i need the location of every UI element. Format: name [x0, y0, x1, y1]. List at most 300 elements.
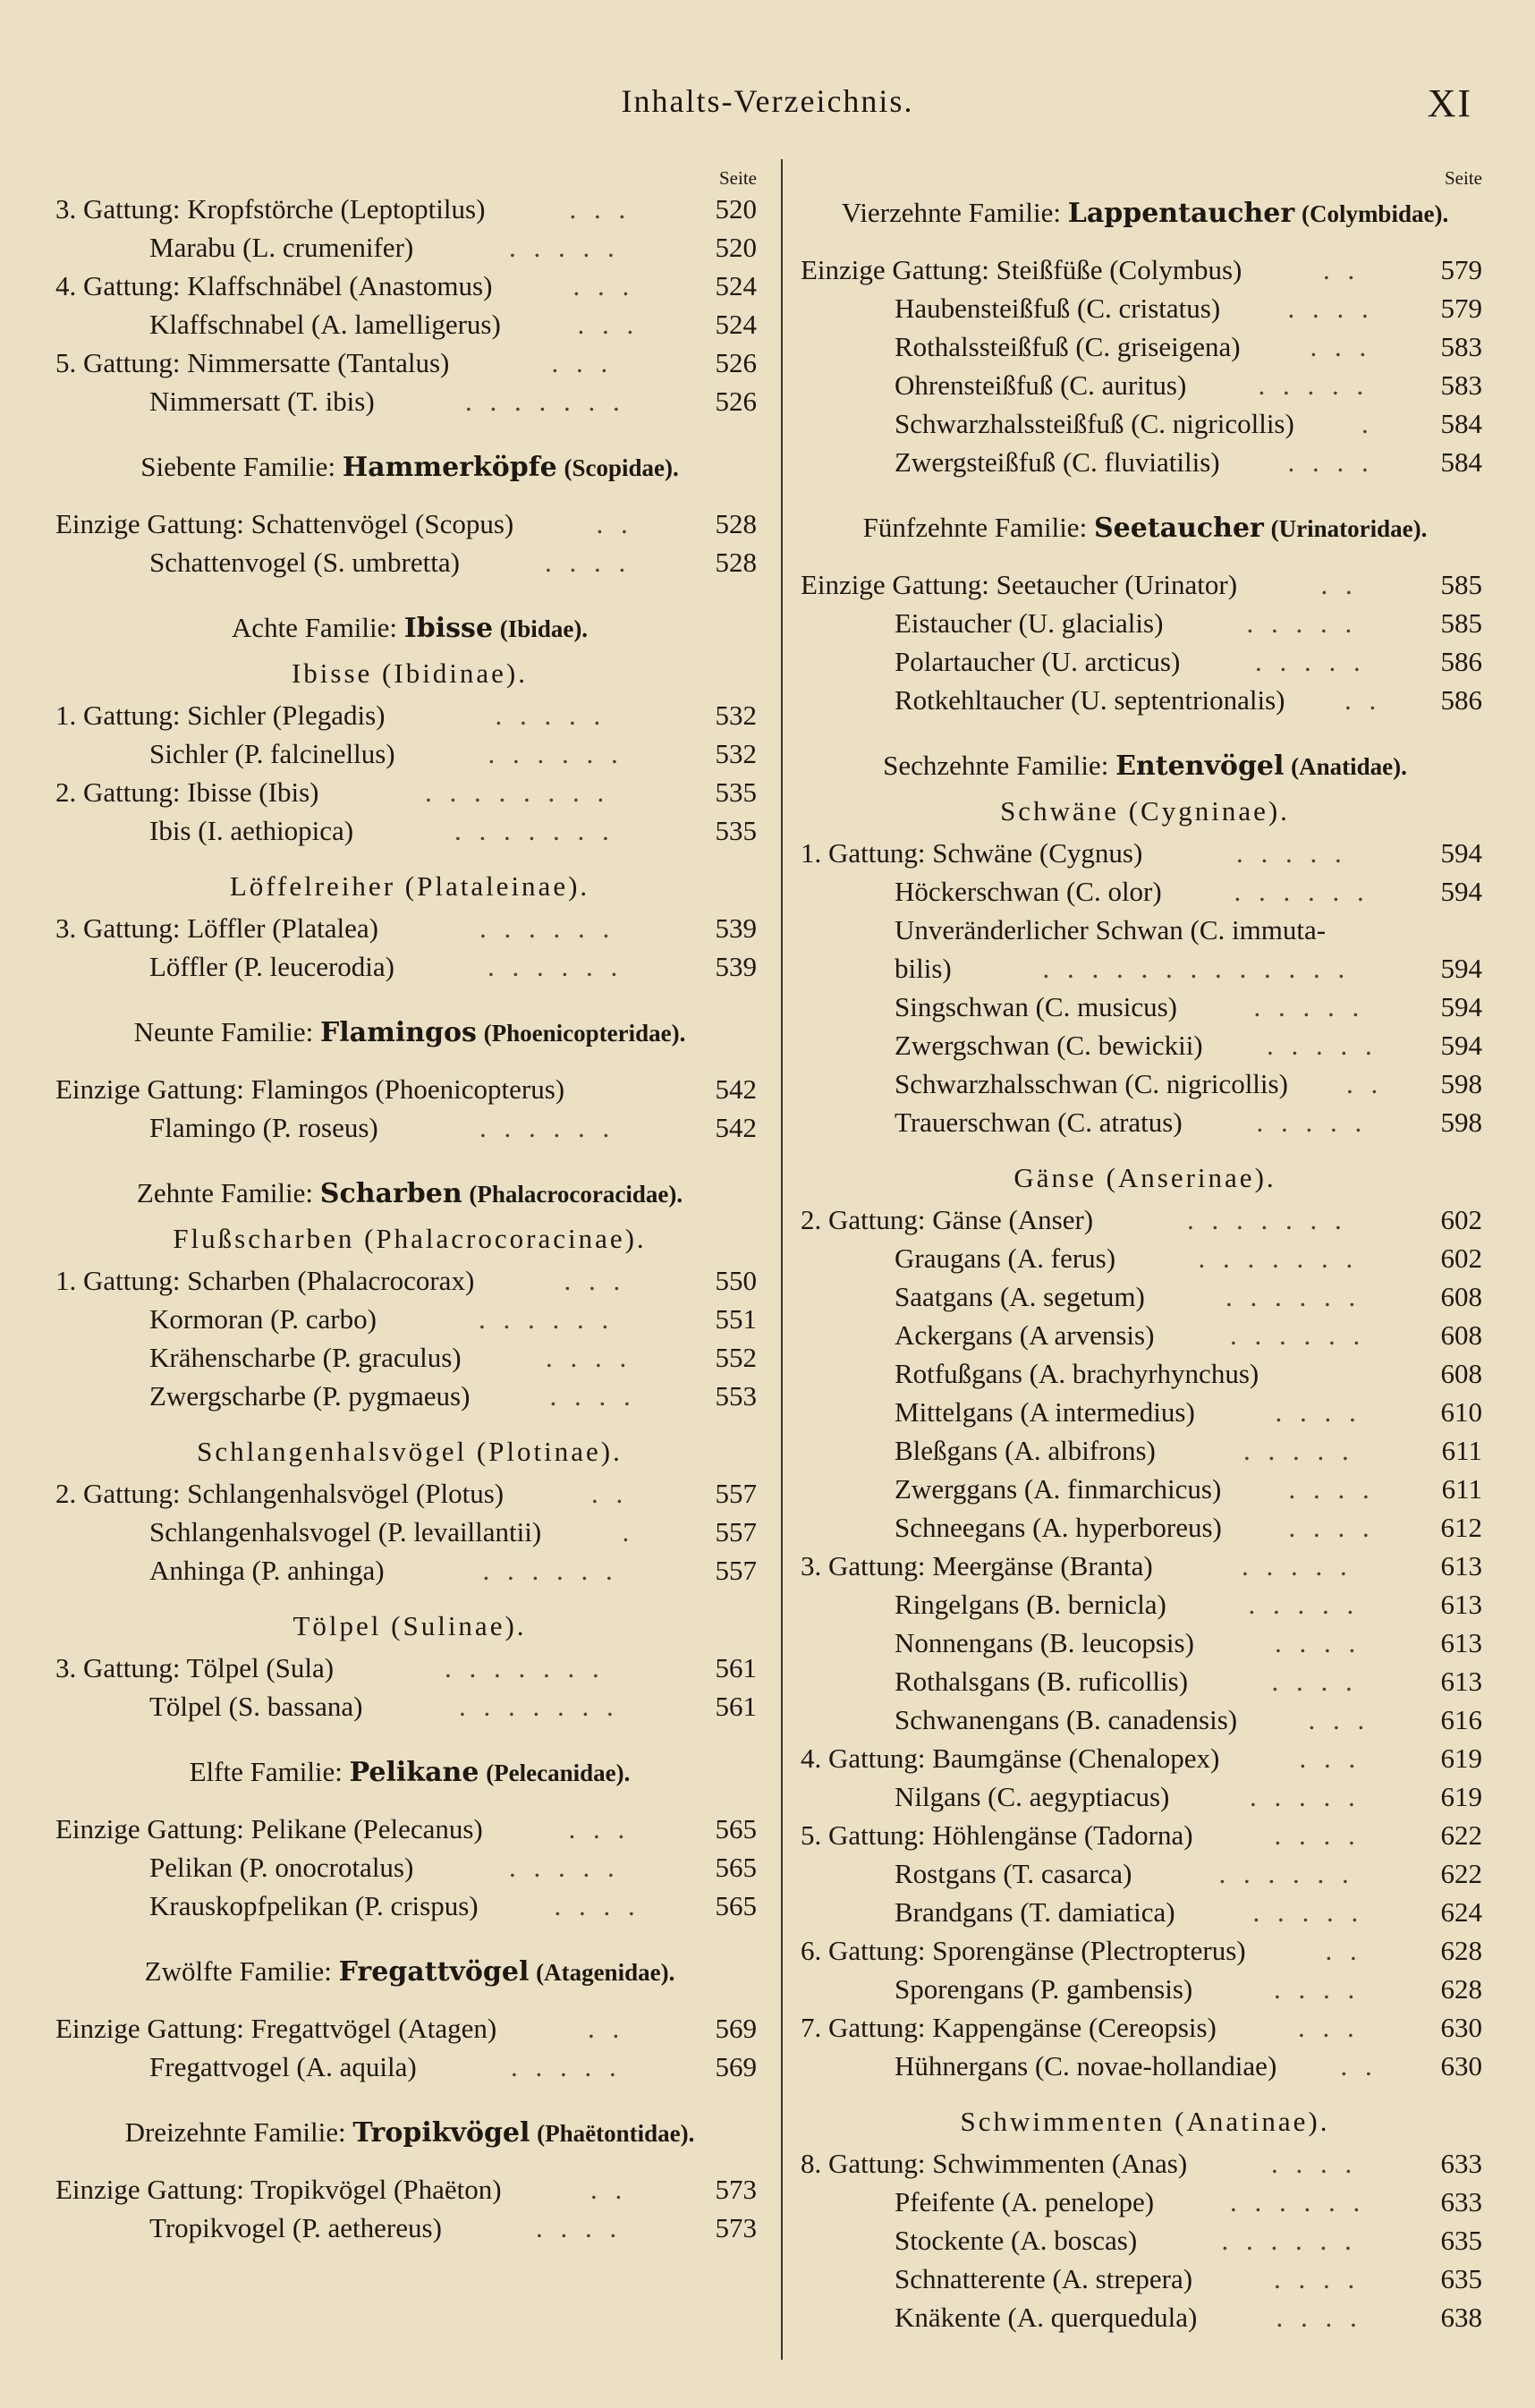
page-ref: 569	[715, 2013, 757, 2044]
species-entry	[801, 1624, 1489, 1662]
species-entry	[801, 2183, 1489, 2221]
page-ref: 619	[1440, 1742, 1482, 1774]
page-ref: 526	[715, 386, 757, 417]
species-entry	[801, 988, 1489, 1026]
leader-dots: . . . . .	[511, 2051, 622, 2082]
subfamily-heading: Schlangenhalsvögel (Plotinae).	[197, 1436, 623, 1467]
family-heading	[55, 605, 764, 651]
page-ref: 526	[715, 347, 757, 378]
leader-dots: . . . . . .	[1230, 2186, 1366, 2217]
entry-text: Einzige Gattung: Seetaucher (Urinator)	[801, 569, 1238, 600]
entry-text: Ibis (I. aethiopica)	[149, 815, 354, 846]
species-entry	[801, 1239, 1489, 1277]
family-heading	[55, 2109, 764, 2156]
page-ref: 520	[715, 232, 757, 263]
species-entry	[801, 1103, 1489, 1141]
species-entry	[801, 1777, 1489, 1816]
entry-text: Haubensteißfuß (C. cristatus)	[895, 293, 1221, 324]
leader-dots: . . . . .	[1256, 1106, 1368, 1138]
entry-text: Stockente (A. boscas)	[895, 2225, 1138, 2256]
entry-text: Rothalssteißfuß (C. griseigena)	[895, 331, 1241, 362]
entry-text: 4. Gattung: Klaffschnäbel (Anastomus)	[55, 270, 493, 301]
page-ref: 584	[1440, 408, 1482, 439]
genus-entry	[55, 1070, 764, 1108]
spacer	[55, 1995, 764, 2009]
leader-dots: . . . .	[1271, 1666, 1358, 1697]
page-ref: 573	[715, 2212, 757, 2243]
page-ref: 565	[715, 1813, 757, 1844]
family-latin-name: (Phoenicopteridae).	[483, 1020, 686, 1047]
entry-text: Einzige Gattung: Fregattvögel (Atagen)	[55, 2013, 497, 2044]
entry-text: 3. Gattung: Tölpel (Sula)	[55, 1652, 335, 1683]
page-ref: 565	[715, 1890, 757, 1921]
spacer	[55, 2086, 764, 2109]
page-ref: 550	[715, 1265, 757, 1296]
species-entry	[55, 1108, 764, 1147]
species-entry	[801, 1354, 1489, 1393]
spacer	[801, 551, 1489, 565]
entry-text: Krauskopfpelikan (P. crispus)	[149, 1890, 479, 1921]
page-ref: 594	[1440, 953, 1482, 984]
species-entry	[801, 2298, 1489, 2336]
entry-text: Hühnergans (C. novae-hollandiae)	[895, 2050, 1277, 2082]
species-entry	[801, 443, 1489, 481]
leader-dots: . . . .	[536, 2212, 623, 2243]
spacer	[55, 1147, 764, 1170]
genus-entry	[801, 2144, 1489, 2183]
page-ref: 579	[1440, 254, 1482, 285]
genus-entry	[55, 267, 764, 305]
page-ref: 557	[715, 1516, 757, 1547]
page-ref: 630	[1440, 2050, 1482, 2082]
species-entry	[55, 2048, 764, 2086]
entry-text: Zwerggans (A. finmarchicus)	[895, 1473, 1222, 1505]
leader-dots: . . . . .	[1267, 1030, 1378, 1061]
running-title: Inhalts-Verzeichnis.	[621, 83, 914, 119]
entry-text: Schwanengans (B. canadensis)	[895, 1704, 1238, 1735]
spacer	[55, 1056, 764, 1070]
page-ref: 528	[715, 547, 757, 578]
subfamily-heading: Gänse (Anserinae).	[1013, 1162, 1276, 1193]
species-entry	[55, 228, 764, 267]
leader-dots: . . . . . . . .	[425, 776, 610, 808]
family-latin-name: (Atagenidae).	[536, 1959, 675, 1986]
family-name: Pelikane	[349, 1757, 479, 1788]
entry-text: 8. Gattung: Schwimmenten (Anas)	[801, 2148, 1188, 2179]
seite-column-label: Seite	[719, 167, 757, 189]
page-ref: 528	[715, 508, 757, 539]
genus-entry	[55, 190, 764, 228]
genus-entry	[55, 1649, 764, 1687]
species-entry	[801, 1893, 1489, 1931]
page-ref: 613	[1440, 1589, 1482, 1620]
page-ref: 539	[715, 951, 757, 982]
entry-text: 1. Gattung: Scharben (Phalacrocorax)	[55, 1265, 475, 1296]
entry-text: Saatgans (A. segetum)	[895, 1281, 1145, 1312]
family-name: Scharben	[319, 1178, 462, 1209]
page-ref: 633	[1440, 2148, 1482, 2179]
page-ref: 565	[715, 1852, 757, 1883]
leader-dots: . .	[1325, 1935, 1362, 1966]
page-ref: 633	[1440, 2186, 1482, 2217]
entry-text: Nimmersatt (T. ibis)	[149, 386, 375, 417]
leader-dots: . . .	[1308, 1704, 1370, 1735]
page-ref: 630	[1440, 2012, 1482, 2043]
page-ref: 619	[1440, 1781, 1482, 1812]
page-ref: 611	[1441, 1435, 1482, 1466]
species-entry	[801, 911, 1489, 949]
leader-dots: . . .	[1299, 1742, 1361, 1774]
leader-dots: . . . . . . . . . . . . .	[1042, 953, 1351, 984]
species-entry	[55, 1300, 764, 1338]
page-ref: 610	[1440, 1396, 1482, 1428]
page-ref: 524	[715, 309, 757, 340]
page-ref: 608	[1440, 1358, 1482, 1389]
spacer	[801, 1141, 1489, 1156]
entry-text: Einzige Gattung: Pelikane (Pelecanus)	[55, 1813, 483, 1844]
page-ref: 539	[715, 912, 757, 944]
species-entry	[801, 1470, 1489, 1508]
leader-dots: . .	[588, 2013, 625, 2044]
entry-text: 4. Gattung: Baumgänse (Chenalopex)	[801, 1742, 1220, 1774]
genus-entry	[55, 1474, 764, 1513]
leader-dots: . . . . .	[1248, 1589, 1360, 1620]
species-entry	[801, 1662, 1489, 1700]
entry-text: Tölpel (S. bassana)	[149, 1691, 363, 1722]
page-ref: 602	[1440, 1204, 1482, 1235]
entry-text: Brandgans (T. damiatica)	[895, 1896, 1175, 1928]
leader-dots: . . . .	[554, 1890, 640, 1921]
leader-dots: . . .	[577, 309, 640, 340]
leader-dots: . . . . . .	[1234, 876, 1370, 907]
entry-text: Rotfußgans (A. brachyrhynchus)	[895, 1358, 1259, 1389]
species-entry	[801, 642, 1489, 681]
entry-text: Tropikvogel (P. aethereus)	[149, 2212, 442, 2243]
leader-dots: . . .	[1298, 2012, 1360, 2043]
entry-text: Polartaucher (U. arcticus)	[895, 646, 1181, 677]
spacer	[801, 719, 1489, 742]
leader-dots: . . . . .	[1242, 1550, 1353, 1581]
page-ref: 613	[1440, 1627, 1482, 1658]
entry-text: 2. Gattung: Ibisse (Ibis)	[55, 776, 319, 808]
species-entry	[55, 1887, 764, 1925]
genus-entry	[55, 343, 764, 382]
family-name: Fregattvögel	[338, 1956, 530, 1988]
genus-entry	[801, 565, 1489, 604]
family-heading	[801, 190, 1489, 236]
family-heading-prefix: Dreizehnte Familie:	[124, 2116, 346, 2148]
genus-entry	[801, 250, 1489, 289]
entry-text: Zwergschwan (C. bewickii)	[895, 1030, 1203, 1061]
species-entry	[55, 305, 764, 343]
page-ref: 624	[1440, 1896, 1482, 1928]
page-ref: 586	[1440, 646, 1482, 677]
entry-text: 1. Gattung: Sichler (Plegadis)	[55, 700, 386, 731]
entry-text: Schattenvogel (S. umbretta)	[149, 547, 460, 578]
entry-text: Einzige Gattung: Steißfüße (Colymbus)	[801, 254, 1242, 285]
family-heading-prefix: Zwölfte Familie:	[144, 1955, 332, 1987]
family-name: Flamingos	[319, 1017, 477, 1048]
leader-dots: . . . . . .	[1225, 1281, 1361, 1312]
leader-dots: . . . . .	[1258, 369, 1370, 401]
page-ref: 638	[1440, 2302, 1482, 2333]
leader-dots: . . . . . .	[479, 1303, 615, 1335]
leader-dots: . .	[596, 508, 633, 539]
seite-column-label: Seite	[1445, 167, 1482, 189]
entry-text: Zwergscharbe (P. pygmaeus)	[149, 1380, 471, 1412]
family-heading	[55, 1009, 764, 1056]
species-entry	[801, 1431, 1489, 1470]
page-ref: 532	[715, 738, 757, 769]
family-heading	[55, 1948, 764, 1995]
leader-dots: . . . . . . .	[445, 1652, 605, 1683]
page-ref: 635	[1440, 2263, 1482, 2294]
page-ref: 608	[1440, 1319, 1482, 1351]
family-latin-name: (Colymbidae).	[1301, 200, 1449, 227]
page-ref: 553	[715, 1380, 757, 1412]
page-ref: 561	[715, 1652, 757, 1683]
leader-dots: . . . . . .	[479, 1112, 615, 1143]
entry-text: Rostgans (T. casarca)	[895, 1858, 1132, 1889]
genus-entry	[55, 2170, 764, 2209]
leader-dots: . .	[1344, 684, 1382, 716]
page-ref: 613	[1440, 1666, 1482, 1697]
species-entry	[801, 1585, 1489, 1624]
leader-dots: . . . . .	[509, 1852, 620, 1883]
page-ref: 557	[715, 1478, 757, 1509]
page-ref: 594	[1440, 1030, 1482, 1061]
leader-dots: . . . .	[1271, 2148, 1358, 2179]
family-latin-name: (Phalacrocoracidae).	[469, 1181, 683, 1208]
toc-column-left	[55, 166, 764, 2247]
entry-text: Pfeifente (A. penelope)	[895, 2186, 1155, 2217]
running-header	[0, 82, 1535, 136]
family-heading-prefix: Sechzehnte Familie:	[883, 750, 1109, 781]
genus-entry	[55, 1810, 764, 1848]
genus-entry	[801, 1200, 1489, 1239]
leader-dots: . . . . .	[1246, 607, 1358, 639]
entry-text: Eistaucher (U. glacialis)	[895, 607, 1164, 639]
family-heading-prefix: Neunte Familie:	[133, 1016, 314, 1047]
species-entry	[801, 1854, 1489, 1893]
species-entry	[801, 1277, 1489, 1316]
entry-text: Kormoran (P. carbo)	[149, 1303, 377, 1335]
spacer	[55, 1590, 764, 1604]
page-ref: 557	[715, 1555, 757, 1586]
entry-text: Singschwan (C. musicus)	[895, 991, 1178, 1022]
species-entry	[801, 1508, 1489, 1547]
leader-dots: . . . . .	[1236, 837, 1347, 869]
species-entry	[55, 1848, 764, 1887]
genus-entry	[55, 2009, 764, 2048]
entry-text: Einzige Gattung: Tropikvögel (Phaëton)	[55, 2174, 502, 2205]
genus-entry	[55, 696, 764, 734]
page-ref: 569	[715, 2051, 757, 2082]
page-ref: 584	[1440, 446, 1482, 478]
leader-dots: . . . .	[1274, 1819, 1361, 1851]
subfamily-heading: Schwimmenten (Anatinae).	[960, 2106, 1330, 2137]
species-entry	[801, 1316, 1489, 1354]
page-ref: 542	[715, 1112, 757, 1143]
subfamily-heading: Tölpel (Sulinae).	[293, 1610, 527, 1641]
page-ref: 586	[1440, 684, 1482, 716]
entry-text: Schneegans (A. hyperboreus)	[895, 1512, 1222, 1543]
entry-text: Einzige Gattung: Flamingos (Phoenicopterus)	[55, 1073, 565, 1105]
entry-text: Rothalsgans (B. ruficollis)	[895, 1666, 1189, 1697]
leader-dots: . . . .	[1275, 1627, 1361, 1658]
entry-text: Schlangenhalsvogel (P. levaillantii)	[149, 1516, 542, 1547]
entry-text: 3. Gattung: Kropfstörche (Leptoptilus)	[55, 193, 486, 225]
spacer	[55, 1925, 764, 1948]
species-entry	[801, 1064, 1489, 1103]
species-entry	[801, 289, 1489, 327]
page-ref: 535	[715, 815, 757, 846]
entry-text: Bleßgans (A. albifrons)	[895, 1435, 1156, 1466]
entry-text: Nonnengans (B. leucopsis)	[895, 1627, 1194, 1658]
spacer	[55, 490, 764, 504]
page-ref: 616	[1440, 1704, 1482, 1735]
leader-dots: . . . . . . .	[454, 815, 615, 846]
page-ref: 608	[1440, 1281, 1482, 1312]
page-ref: 622	[1440, 1858, 1482, 1889]
family-heading	[55, 444, 764, 490]
leader-dots: . .	[591, 1478, 629, 1509]
subfamily-heading: Ibisse (Ibidinae).	[291, 657, 529, 689]
leader-dots: . . . . . .	[488, 738, 623, 769]
spacer	[55, 420, 764, 444]
page-ref: 532	[715, 700, 757, 731]
leader-dots: . . . . . .	[1218, 1858, 1354, 1889]
leader-dots: . . . . .	[509, 232, 620, 263]
page-ref: 635	[1440, 2225, 1482, 2256]
species-entry	[55, 734, 764, 773]
species-entry	[801, 327, 1489, 366]
entry-text: 2. Gattung: Gänse (Anser)	[801, 1204, 1094, 1235]
species-entry	[801, 872, 1489, 911]
entry-text: Graugans (A. ferus)	[895, 1242, 1116, 1274]
species-entry	[801, 2260, 1489, 2298]
leader-dots: . . .	[551, 347, 614, 378]
entry-text: Einzige Gattung: Schattenvögel (Scopus)	[55, 508, 514, 539]
page-ref: 524	[715, 270, 757, 301]
page-ref: 583	[1440, 331, 1482, 362]
spacer	[55, 2156, 764, 2170]
genus-entry	[801, 2008, 1489, 2047]
family-latin-name: (Phaëtontidae).	[537, 2120, 695, 2147]
leader-dots: . . . . . .	[479, 912, 615, 944]
family-latin-name: (Ibidae).	[499, 615, 589, 642]
leader-dots: . . . .	[1274, 2263, 1361, 2294]
entry-text: Unveränderlicher Schwan (C. immuta-	[895, 914, 1327, 945]
page-ref: 598	[1440, 1068, 1482, 1099]
entry-text: 3. Gattung: Meergänse (Branta)	[801, 1550, 1153, 1581]
leader-dots: . . . .	[1287, 446, 1374, 478]
genus-entry	[55, 909, 764, 947]
entry-text: 1. Gattung: Schwäne (Cygnus)	[801, 837, 1143, 869]
leader-dots: .	[1361, 408, 1374, 439]
species-entry	[801, 404, 1489, 443]
species-entry	[55, 543, 764, 581]
entry-text: Trauerschwan (C. atratus)	[895, 1106, 1183, 1138]
genus-entry	[55, 773, 764, 811]
family-name: Lappentaucher	[1067, 198, 1295, 229]
page-ref: 552	[715, 1342, 757, 1373]
page-ref: 628	[1440, 1973, 1482, 2005]
family-name: Hammerköpfe	[342, 452, 557, 483]
species-entry	[55, 1551, 764, 1590]
page-ref: 551	[715, 1303, 757, 1335]
page-ref: 628	[1440, 1935, 1482, 1966]
entry-text: Sichler (P. falcinellus)	[149, 738, 395, 769]
leader-dots: . . . .	[1287, 293, 1374, 324]
genus-entry	[801, 1931, 1489, 1970]
page-ref: 613	[1440, 1550, 1482, 1581]
leader-dots: . . . . .	[1255, 646, 1366, 677]
family-name: Entenvögel	[1115, 750, 1285, 782]
family-heading-prefix: Siebente Familie:	[140, 451, 336, 482]
spacer	[801, 2085, 1489, 2099]
species-entry	[55, 1513, 764, 1551]
subfamily-heading: Schwäne (Cygninae).	[1000, 795, 1290, 827]
species-entry	[801, 681, 1489, 719]
page-ref: 585	[1440, 607, 1482, 639]
family-heading	[55, 1749, 764, 1795]
entry-text: Ackergans (A arvensis)	[895, 1319, 1155, 1351]
entry-text: Löffler (P. leucerodia)	[149, 951, 395, 982]
species-entry	[801, 1026, 1489, 1064]
leader-dots: . . . .	[1288, 1473, 1375, 1505]
family-heading	[55, 1170, 764, 1217]
entry-text: Ringelgans (B. bernicla)	[895, 1589, 1166, 1620]
entry-text: Sporengans (P. gambensis)	[895, 1973, 1193, 2005]
leader-dots: . . . . . .	[1230, 1319, 1366, 1351]
family-latin-name: (Scopidae).	[564, 454, 679, 481]
species-entry	[801, 1700, 1489, 1739]
entry-text: Schnatterente (A. strepera)	[895, 2263, 1193, 2294]
genus-entry	[801, 1816, 1489, 1854]
entry-text: 6. Gattung: Sporengänse (Plectropterus)	[801, 1935, 1246, 1966]
leader-dots: . . . . . .	[488, 951, 623, 982]
species-entry	[55, 1377, 764, 1415]
page-ref: 594	[1440, 837, 1482, 869]
family-heading-prefix: Achte Familie:	[231, 612, 398, 643]
page-ref: 579	[1440, 293, 1482, 324]
leader-dots: . .	[1320, 569, 1358, 600]
leader-dots: . . . . .	[1243, 1435, 1354, 1466]
entry-text: Nilgans (C. aegyptiacus)	[895, 1781, 1170, 1812]
species-entry	[801, 1393, 1489, 1431]
leader-dots: . .	[590, 2174, 628, 2205]
entry-text: Mittelgans (A intermedius)	[895, 1396, 1195, 1428]
spacer	[801, 236, 1489, 250]
species-entry	[801, 2047, 1489, 2085]
family-name: Tropikvögel	[352, 2117, 530, 2149]
subfamily-heading: Flußscharben (Phalacrocoracinae).	[173, 1223, 647, 1254]
leader-dots: . . . . . .	[1221, 2225, 1357, 2256]
genus-entry	[801, 1547, 1489, 1585]
leader-dots: . . . . . . .	[1198, 1242, 1359, 1274]
family-heading	[801, 742, 1489, 789]
entry-text: Marabu (L. crumenifer)	[149, 232, 414, 263]
leader-dots: . . . . . .	[482, 1555, 618, 1586]
entry-text: 5. Gattung: Nimmersatte (Tantalus)	[55, 347, 450, 378]
species-entry	[801, 604, 1489, 642]
species-entry	[55, 1338, 764, 1377]
leader-dots: . . . .	[1275, 1396, 1361, 1428]
spacer	[55, 581, 764, 605]
spacer	[55, 1415, 764, 1429]
leader-dots: . . .	[564, 1265, 626, 1296]
